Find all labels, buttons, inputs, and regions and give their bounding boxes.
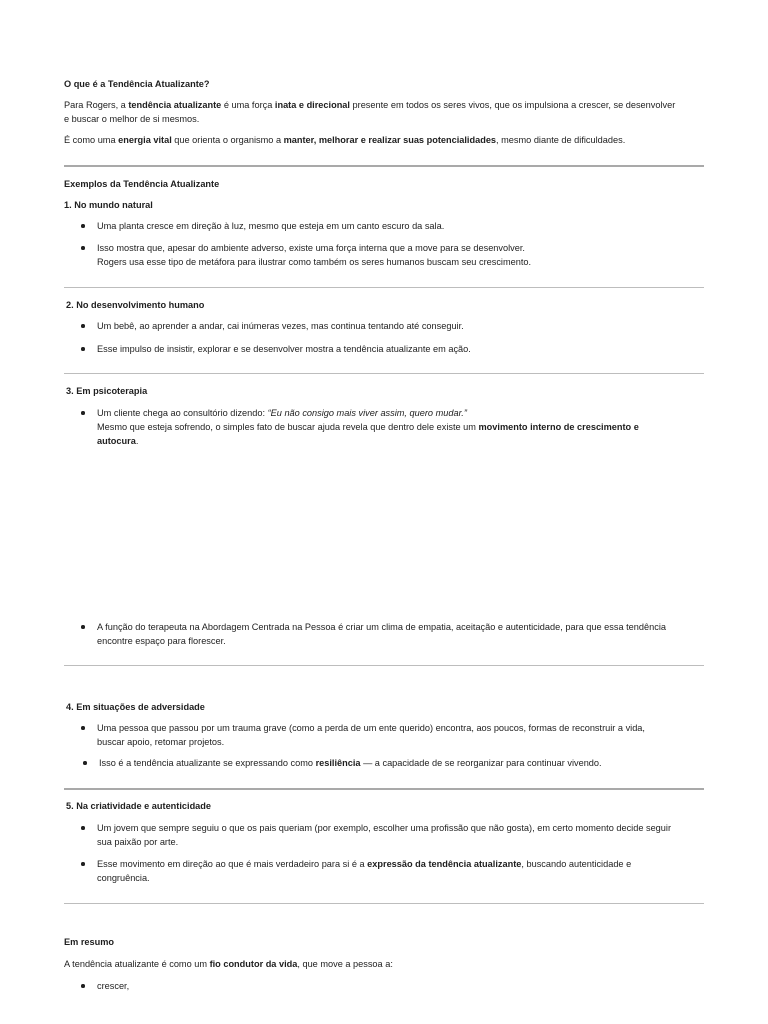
divider — [64, 903, 704, 904]
bullet-icon — [81, 984, 85, 988]
divider — [64, 373, 704, 374]
section-5-bullet-2-line-2: congruência. — [97, 873, 150, 883]
divider — [64, 287, 704, 288]
section-3-title: 3. Em psicoterapia — [66, 386, 148, 396]
section-2-bullet-1: Um bebê, ao aprender a andar, cai inúmeras vezes, mas continua tentando até conseguir. — [97, 321, 464, 331]
section-5-title: 5. Na criatividade e autenticidade — [66, 801, 212, 811]
section-1-title: 1. No mundo natural — [64, 200, 153, 210]
section-2-title: 2. No desenvolvimento humano — [66, 300, 205, 310]
intro-paragraph-1-line-2: e buscar o melhor de si mesmos. — [64, 114, 200, 124]
section-4-bullet-2: Isso é a tendência atualizante se expressando como resiliência — a capacidade de se reorganizar para continuar vivendo. — [99, 758, 602, 768]
section-5-bullet-1: Um jovem que sempre seguiu o que os pais queriam (por exemplo, escolher uma profissão que não gosta), em certo momento decide seguir — [97, 823, 672, 833]
bullet-icon — [81, 347, 85, 351]
summary-paragraph: A tendência atualizante é como um fio condutor da vida, que move a pessoa a: — [64, 959, 393, 969]
bullet-icon — [81, 411, 85, 415]
section-1-bullet-1: Uma planta cresce em direção à luz, mesmo que esteja em um canto escuro da sala. — [97, 221, 445, 231]
section-4-bullet-1-line-2: buscar apoio, retomar projetos. — [97, 737, 225, 747]
divider — [64, 165, 704, 167]
divider — [64, 788, 704, 790]
section-5-bullet-1-line-2: sua paixão por arte. — [97, 837, 179, 847]
section-3-bullet-2: A função do terapeuta na Abordagem Centrada na Pessoa é criar um clima de empatia, aceitação e autenticidade, para que essa tendência — [97, 622, 666, 632]
bullet-icon — [83, 761, 87, 765]
section-1-bullet-2-line-2: Rogers usa esse tipo de metáfora para ilustrar como também os seres humanos buscam seu crescimento. — [97, 257, 532, 267]
divider — [64, 665, 704, 666]
section-3-bullet-1-line-3: autocura. — [97, 436, 139, 446]
intro-paragraph-2: É como uma energia vital que orienta o organismo a manter, melhorar e realizar suas potencialidades, mesmo diante de dificuldades. — [64, 135, 626, 145]
section-2-bullet-2: Esse impulso de insistir, explorar e se desenvolver mostra a tendência atualizante em ação. — [97, 344, 471, 354]
section-4-bullet-1: Uma pessoa que passou por um trauma grave (como a perda de um ente querido) encontra, aos poucos, formas de reconstruir a vida, — [97, 723, 645, 733]
section-3-bullet-1-line-2: Mesmo que esteja sofrendo, o simples fato de buscar ajuda revela que dentro dele existe um movimento interno de crescimento e — [97, 422, 639, 432]
summary-bullet-1: crescer, — [97, 981, 130, 991]
bullet-icon — [81, 246, 85, 250]
bullet-icon — [81, 324, 85, 328]
intro-paragraph-1: Para Rogers, a tendência atualizante é uma força inata e direcional presente em todos os seres vivos, que os impulsiona a crescer, se desenvolver — [64, 100, 676, 110]
intro-title: O que é a Tendência Atualizante? — [64, 79, 210, 89]
bullet-icon — [81, 726, 85, 730]
section-4-title: 4. Em situações de adversidade — [66, 702, 205, 712]
summary-title: Em resumo — [64, 937, 115, 947]
bullet-icon — [81, 224, 85, 228]
section-5-bullet-2: Esse movimento em direção ao que é mais verdadeiro para si é a expressão da tendência atualizante, buscando autenticidade e — [97, 859, 632, 869]
section-1-bullet-2: Isso mostra que, apesar do ambiente adverso, existe uma força interna que a move para se desenvolver. — [97, 243, 525, 253]
examples-title: Exemplos da Tendência Atualizante — [64, 179, 220, 189]
bullet-icon — [81, 625, 85, 629]
bullet-icon — [81, 862, 85, 866]
bullet-icon — [81, 826, 85, 830]
section-3-bullet-2-line-2: encontre espaço para florescer. — [97, 636, 226, 646]
section-3-bullet-1: Um cliente chega ao consultório dizendo: “Eu não consigo mais viver assim, quero mudar.” — [97, 408, 467, 418]
